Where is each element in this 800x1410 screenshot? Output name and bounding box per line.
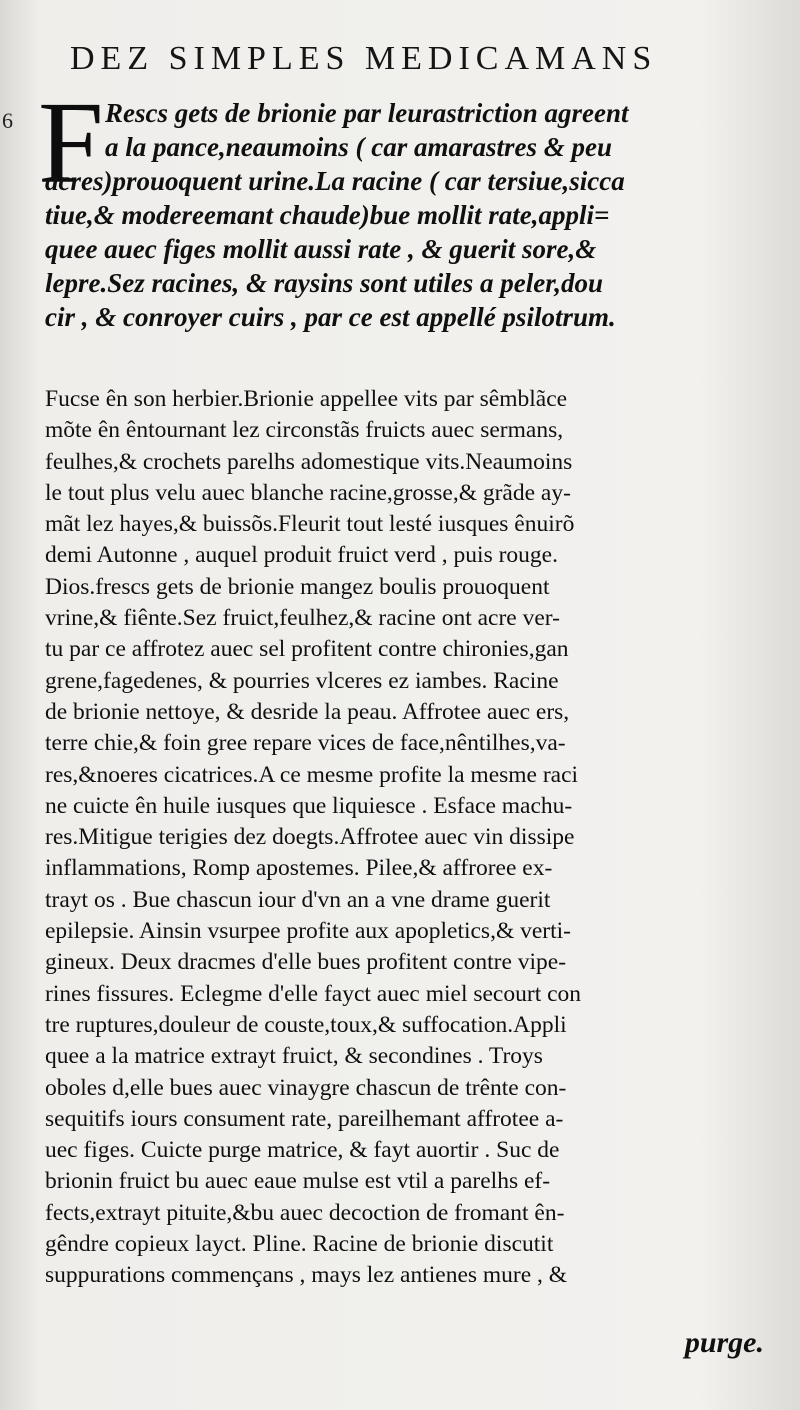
text-line: rines fissures. Eclegme d'elle fayct auec miel secourt con bbox=[45, 980, 582, 1007]
text-line: de brionie nettoye, & desride la peau. Affrotee auec ers, bbox=[45, 698, 570, 725]
text-line: demi Autonne , auquel produit fruict verd , puis rouge. bbox=[45, 542, 558, 569]
text-line: uec figes. Cuicte purge matrice, & fayt auortir . Suc de bbox=[45, 1137, 560, 1164]
italic-paragraph bbox=[45, 96, 750, 334]
text-line: Dios.frescs gets de brionie mangez boulis prouoquent bbox=[45, 573, 550, 600]
text-line: mãt lez hayes,& buissõs.Fleurit tout lesté iusques ênuirõ bbox=[45, 511, 575, 538]
text-line: sequitifs iours consument rate, pareilhemant affrotee a- bbox=[45, 1105, 564, 1132]
page-number: 6 bbox=[2, 108, 13, 133]
text-line: tu par ce affrotez auec sel profitent contre chironies,gan bbox=[45, 636, 569, 663]
text-line: quee a la matrice extrayt fruict, & secondines . Troys bbox=[45, 1043, 543, 1070]
text-line: terre chie,& foin gree repare vices de face,nêntilhes,va- bbox=[45, 730, 566, 757]
italic-line: quee auec figes mollit aussi rate , & guerit sore,& bbox=[45, 234, 597, 264]
text-line: brionin fruict bu auec eaue mulse est vtil a parelhs ef- bbox=[45, 1168, 551, 1195]
text-line: gineux. Deux dracmes d'elle bues profitent contre vipe- bbox=[45, 949, 567, 976]
text-line: epilepsie. Ainsin vsurpee profite aux apopletics,& verti- bbox=[45, 918, 571, 945]
text-line: res.Mitigue terigies dez doegts.Affrotee auec vin dissipe bbox=[45, 824, 575, 851]
text-line: feulhes,& crochets parelhs adomestique vits.Neaumoins bbox=[45, 448, 573, 475]
text-line: grene,fagedenes, & pourries vlceres ez iambes. Racine bbox=[45, 667, 559, 694]
text-line: inflammations, Romp apostemes. Pilee,& affroree ex- bbox=[45, 855, 553, 882]
running-head: DEZ SIMPLES MEDICAMANS bbox=[70, 40, 658, 77]
text-line: tre ruptures,douleur de couste,toux,& suffocation.Appli bbox=[45, 1011, 567, 1038]
text-line: Fucse ên son herbier.Brionie appellee vits par sêmblãce bbox=[45, 386, 568, 412]
catchword: purge. bbox=[684, 1326, 764, 1359]
text-line: vrine,& fiênte.Sez fruict,feulhez,& racine ont acre ver- bbox=[45, 605, 560, 632]
drop-cap: F bbox=[38, 77, 104, 208]
text-line: fects,extrayt pituite,&bu auec decoction de fromant ên- bbox=[45, 1199, 565, 1226]
italic-line: lepre.Sez racines, & raysins sont utiles a peler,dou bbox=[45, 268, 604, 298]
text-line: trayt os . Bue chascun iour d'vn an a vne drame guerit bbox=[45, 886, 551, 913]
italic-line: tiue,& modereemant chaude)bue mollit rate,appli= bbox=[45, 200, 610, 230]
italic-line: Rescs gets de brionie par leurastriction agreent bbox=[105, 98, 629, 128]
italic-line: acres)prouoquent urine.La racine ( car tersiue,sicca bbox=[45, 166, 625, 196]
roman-paragraph bbox=[45, 384, 755, 1292]
text-line: ne cuicte ên huile iusques que liquiesce . Esface machu- bbox=[45, 792, 573, 819]
italic-line: cir , & conroyer cuirs , par ce est appellé psilotrum. bbox=[45, 302, 616, 332]
text-line: le tout plus velu auec blanche racine,grosse,& grãde ay- bbox=[45, 479, 571, 506]
text-line: gêndre copieux layct. Pline. Racine de brionie discutit bbox=[45, 1231, 554, 1258]
text-line: oboles d,elle bues auec vinaygre chascun de trênte con- bbox=[45, 1074, 567, 1101]
text-line: mõte ên êntournant lez circonstãs fruicts auec sermans, bbox=[45, 417, 564, 444]
text-line: suppurations commençans , mays lez antienes mure , & bbox=[45, 1262, 568, 1289]
text-line: res,&noeres cicatrices.A ce mesme profite la mesme raci bbox=[45, 761, 579, 788]
italic-line: a la pance,neaumoins ( car amarastres & peu bbox=[105, 132, 613, 162]
